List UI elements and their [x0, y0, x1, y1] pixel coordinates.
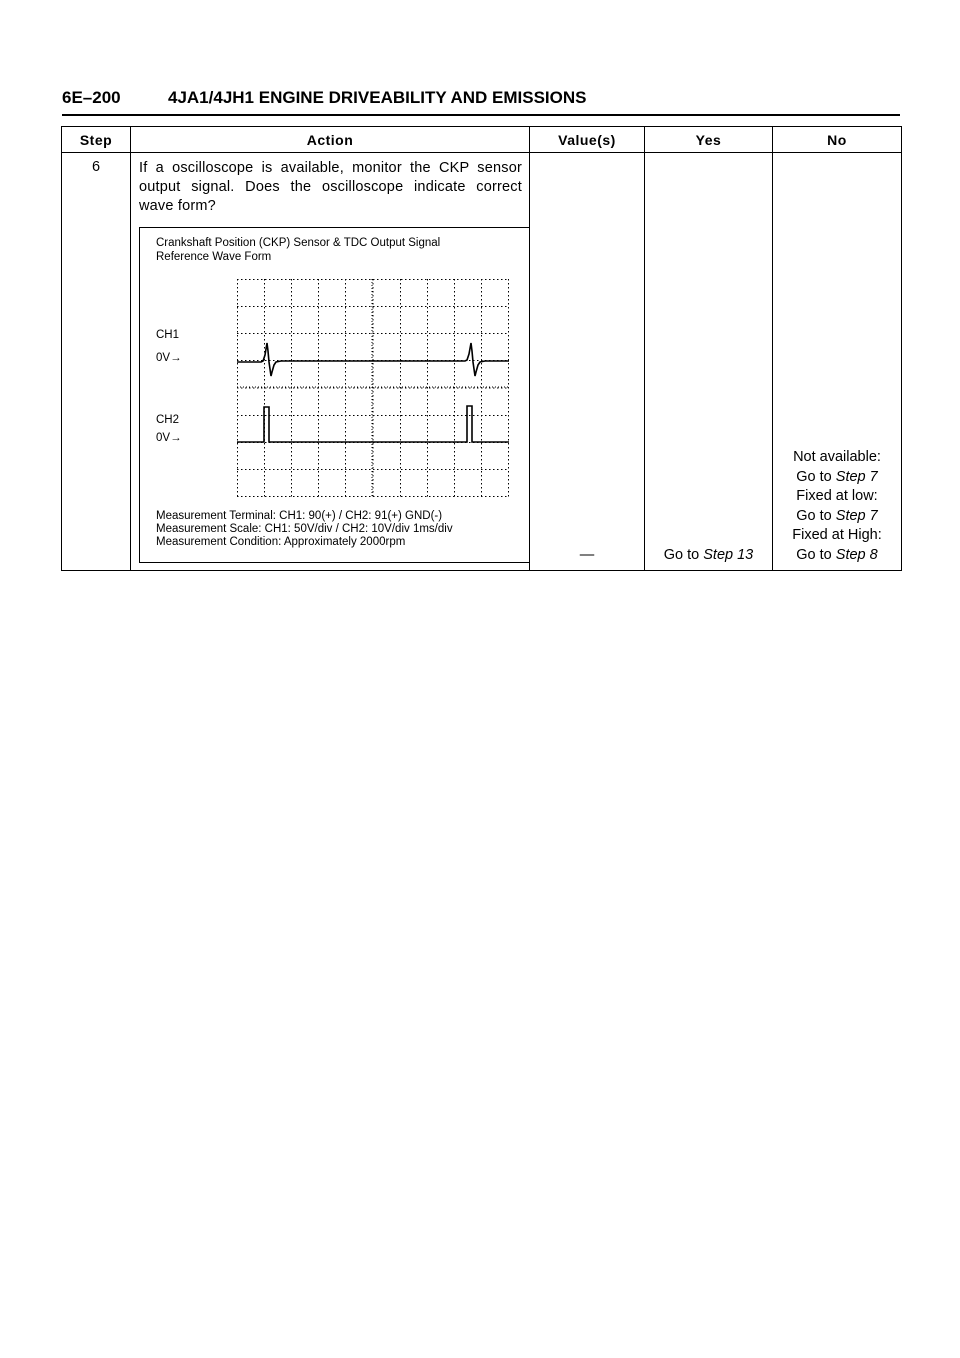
- no-step-link: Step 8: [835, 546, 878, 563]
- scope-grid: [237, 279, 509, 497]
- ch2-zero-marker: 0V→: [156, 432, 182, 444]
- yes-cell: [645, 153, 773, 571]
- page-header: [62, 86, 900, 116]
- no-line: Not available:: [793, 449, 881, 465]
- ch1-zero-marker: 0V→: [156, 352, 182, 364]
- ch1-label: CH1: [156, 329, 180, 341]
- no-line: Go to Step 7: [796, 468, 878, 485]
- yes-prefix: Go to: [663, 546, 704, 563]
- figure-subtitle-line: Reference Wave Form: [156, 251, 272, 263]
- ch2-label: CH2: [156, 414, 180, 426]
- no-line: Go to Step 8: [796, 546, 878, 563]
- no-step-link: Step 7: [835, 468, 878, 485]
- page-number: 6E–200: [62, 88, 121, 107]
- measurement-terminal: Measurement Terminal: CH1: 90(+) / CH2: 91(+) GND(-): [156, 510, 443, 522]
- action-text: If a oscilloscope is available, monitor the CKP sensor output signal. Does the oscilloscope indicate correct wave form?: [139, 160, 522, 214]
- measurement-scale: Measurement Scale: CH1: 50V/div / CH2: 10V/div 1ms/div: [156, 523, 453, 535]
- figure-title-line: Crankshaft Position (CKP) Sensor & TDC Output Signal: [156, 237, 441, 249]
- action-cell: [131, 153, 530, 571]
- col-header-yes: Yes: [645, 127, 773, 153]
- measurement-condition: Measurement Condition: Approximately 2000rpm: [156, 536, 406, 548]
- oscilloscope-trace: [237, 279, 509, 497]
- no-line: Go to Step 7: [796, 507, 878, 524]
- yes-step-link: Step 13: [703, 546, 754, 563]
- no-line: Fixed at High:: [792, 527, 882, 543]
- step-number: 6: [62, 153, 131, 571]
- measurement-notes: [156, 510, 453, 549]
- col-header-values: Value(s): [530, 127, 645, 153]
- table-row: [62, 153, 902, 571]
- diagnostic-table: [61, 126, 902, 571]
- no-step-link: Step 7: [835, 507, 878, 524]
- page-title: 4JA1/4JH1 ENGINE DRIVEABILITY AND EMISSIONS: [168, 88, 587, 107]
- waveform-figure: [139, 227, 530, 563]
- figure-title: [156, 236, 440, 264]
- no-cell: [773, 153, 902, 571]
- no-line: Fixed at low:: [796, 488, 878, 504]
- value-cell: —: [530, 153, 645, 571]
- table-header-row: [62, 127, 902, 153]
- col-header-action: Action: [131, 127, 530, 153]
- col-header-step: Step: [62, 127, 131, 153]
- col-header-no: No: [773, 127, 902, 153]
